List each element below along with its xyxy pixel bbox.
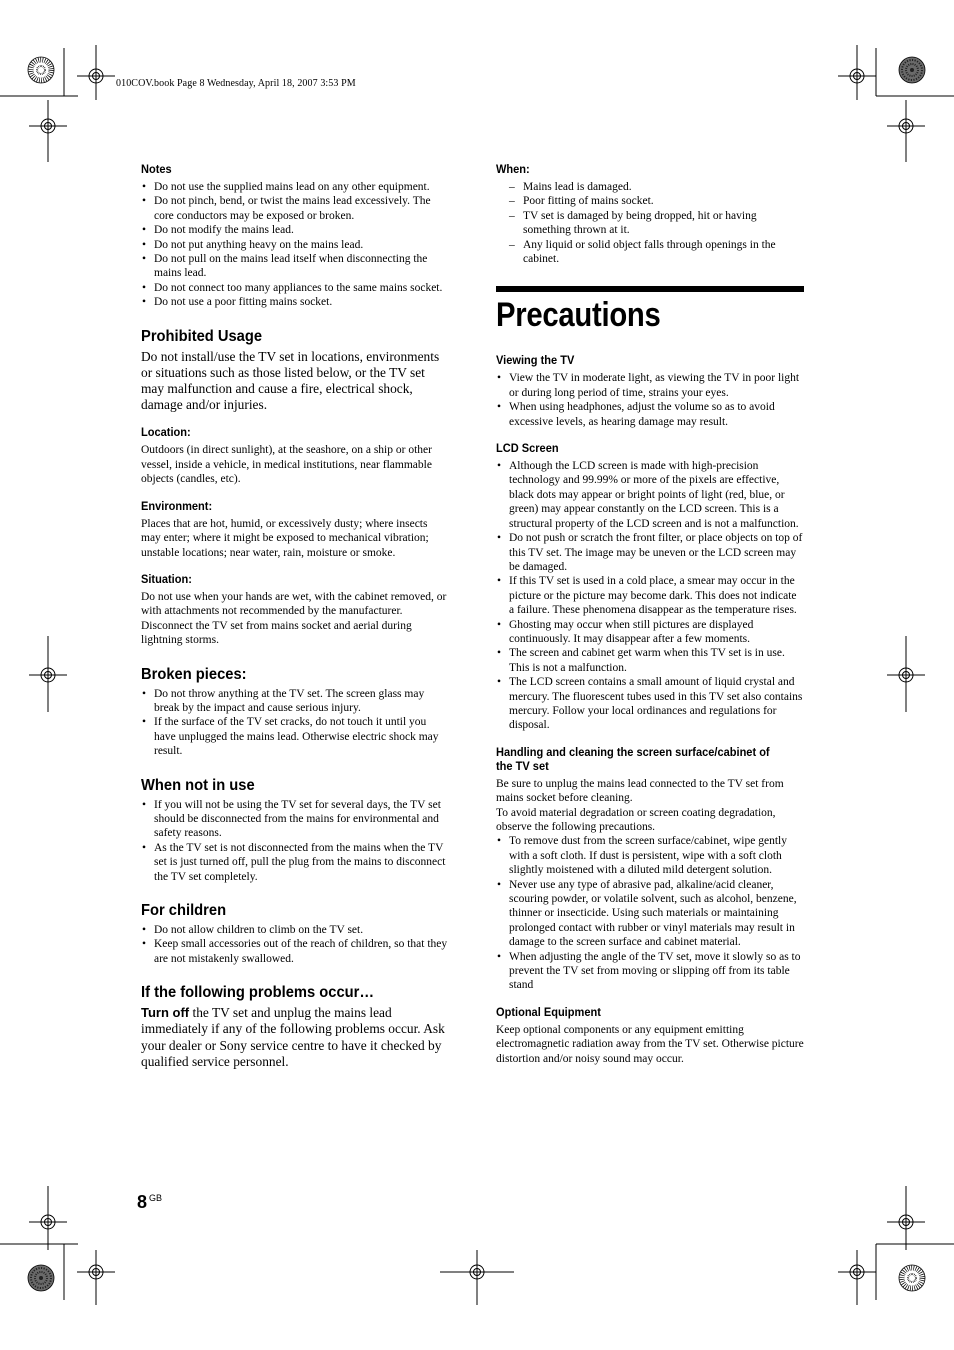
- list-item: • Although the LCD screen is made with high-precision technology and 99.99% or more of the pixels are effective, black dots may appear or bright points of light (red, blue, or green) may appear constantly on the LCD screen. This is a structural property of the LCD screen and is not a malfunction.: [496, 459, 804, 531]
- lcd-screen-heading: LCD Screen: [496, 441, 559, 456]
- list-item: • Do not pull on the mains lead itself when disconnecting the mains lead.: [141, 252, 449, 281]
- for-children-heading: For children: [141, 902, 227, 919]
- lcd-screen-list: [496, 459, 804, 733]
- viewing-list: [496, 371, 804, 429]
- optional-equipment-text: Keep optional components or any equipment emitting electromagnetic radiation away from the TV set. Otherwise picture distortion and/or noisy sound may occur.: [496, 1023, 804, 1065]
- list-item: • Do not use a poor fitting mains socket.: [141, 295, 449, 309]
- optional-equipment-heading: Optional Equipment: [496, 1004, 601, 1019]
- print-header: 010COV.book Page 8 Wednesday, April 18, 2007 3:53 PM: [116, 78, 356, 89]
- broken-pieces-list: [141, 687, 449, 759]
- list-item: • If the surface of the TV set cracks, do not touch it until you have unplugged the mains lead. Otherwise electric shock may result.: [141, 715, 449, 758]
- registration-star-icon: [899, 57, 925, 83]
- list-item: • Do not modify the mains lead.: [141, 223, 449, 237]
- list-item: • Do not pinch, bend, or twist the mains lead excessively. The core conductors may be exposed or broken.: [141, 194, 449, 223]
- list-item: • To remove dust from the screen surface/cabinet, wipe gently with a soft cloth. If dust is persistent, wipe with a soft cloth slightly moistened with a diluted mild detergent solution.: [496, 834, 804, 877]
- registration-star-icon: [28, 57, 54, 83]
- notes-heading: Notes: [141, 162, 172, 176]
- problems-body: the TV set and unplug the mains lead immediately if any of the following problems occur. Ask your dealer or Sony service centre to have it checked by qualified service personnel.: [141, 1005, 445, 1069]
- list-item: • View the TV in moderate light, as viewing the TV in poor light or during long period of time, strains your eyes.: [496, 371, 804, 400]
- list-item: • As the TV set is not disconnected from the mains when the TV set is just turned off, pull the plug from the mains to disconnect the TV set completely.: [141, 841, 449, 884]
- handling-heading: Handling and cleaning the screen surface/cabinet of the TV set: [496, 744, 770, 773]
- page-number-value: 8: [137, 1192, 148, 1212]
- list-item: • Do not push or scratch the front filter, or place objects on top of this TV set. The image may be uneven or the LCD screen may be damaged.: [496, 531, 804, 574]
- list-item: • Do not use the supplied mains lead on any other equipment.: [141, 180, 449, 194]
- prohibited-usage-heading: Prohibited Usage: [141, 327, 263, 345]
- situation-text: Do not use when your hands are wet, with the cabinet removed, or with attachments not recommended by the manufacturer. Disconnect the TV set from mains socket and aerial during lightning storms.: [141, 590, 447, 647]
- list-item: • If this TV set is used in a cold place, a smear may occur in the picture or the picture may become dark. This does not indicate a failure. These phenomena disappear as the temperature rises.: [496, 574, 804, 617]
- environment-heading: Environment:: [141, 498, 213, 513]
- handling-intro-2: To avoid material degradation or screen coating degradation, observe the following precautions.: [496, 806, 776, 833]
- right-column: [496, 162, 804, 1066]
- list-item: • When adjusting the angle of the TV set, move it slowly so as to prevent the TV set from moving or slipping off from its table stand: [496, 950, 804, 993]
- environment-text: Places that are hot, humid, or excessively dusty; where insects may enter; where it might be exposed to mechanical vibration; unstable locations; near water, rain, moisture or smoke.: [141, 517, 429, 559]
- list-item: – Mains lead is damaged.: [496, 180, 804, 194]
- list-item: • Do not put anything heavy on the mains lead.: [141, 238, 449, 252]
- handling-intro-1: Be sure to unplug the mains lead connected to the TV set from mains socket before cleaning.: [496, 777, 784, 805]
- for-children-list: [141, 923, 449, 966]
- notes-list: [141, 180, 449, 310]
- turn-off-label: Turn off: [141, 1005, 190, 1021]
- list-item: – Poor fitting of mains socket.: [496, 194, 804, 208]
- page-title: Precautions: [496, 296, 661, 335]
- when-not-in-use-heading: When not in use: [141, 776, 255, 794]
- situation-heading: Situation:: [141, 571, 192, 586]
- list-item: • The LCD screen contains a small amount of liquid crystal and mercury. The fluorescent tubes used in this TV set also contains mercury. Follow your local ordinances and regulations for disposal.: [496, 675, 804, 733]
- list-item: • Never use any type of abrasive pad, alkaline/acid cleaner, scouring powder, or volatile solvent, such as alcohol, benzene, thinner or insecticide. Using such materials or maintaining prolonged contact with rubber or vinyl materials may result in damage to the screen surface and cabinet material.: [496, 878, 804, 950]
- when-not-in-use-list: [141, 798, 449, 884]
- problems-heading: If the following problems occur…: [141, 984, 375, 1002]
- list-item: • Do not throw anything at the TV set. The screen glass may break by the impact and cause serious injury.: [141, 687, 449, 716]
- viewing-heading: Viewing the TV: [496, 353, 575, 368]
- list-item: – TV set is damaged by being dropped, hit or having something thrown at it.: [496, 209, 804, 238]
- page-number-suffix: GB: [149, 1193, 163, 1203]
- list-item: • The screen and cabinet get warm when this TV set is in use. This is not a malfunction.: [496, 646, 804, 675]
- list-item: • Ghosting may occur when still pictures are displayed continuously. It may disappear after a few moments.: [496, 618, 804, 647]
- broken-pieces-heading: Broken pieces:: [141, 665, 247, 683]
- problems-text: [141, 1005, 449, 1070]
- list-item: – Any liquid or solid object falls through openings in the cabinet.: [496, 238, 804, 267]
- list-item: • When using headphones, adjust the volume so as to avoid excessive levels, as hearing damage may result.: [496, 400, 804, 429]
- registration-star-icon: [899, 1265, 925, 1291]
- page-number: [137, 1192, 162, 1213]
- list-item: • Keep small accessories out of the reach of children, so that they are not mistakenly swallowed.: [141, 937, 449, 966]
- registration-star-icon: [28, 1265, 54, 1291]
- handling-list: [496, 834, 804, 992]
- location-text: Outdoors (in direct sunlight), at the seashore, on a ship or other vessel, inside a vehicle, in medical institutions, near flammable objects (candles, etc).: [141, 444, 432, 486]
- prohibited-usage-intro: Do not install/use the TV set in locations, environments or situations such as those listed below, or the TV set may malfunction and cause a fire, electrical shock, damage and/or injuries.: [141, 348, 440, 413]
- list-item: • Do not allow children to climb on the TV set.: [141, 923, 449, 937]
- list-item: • Do not connect too many appliances to the same mains socket.: [141, 281, 449, 295]
- list-item: • If you will not be using the TV set for several days, the TV set should be disconnected from the mains for environmental and safety reasons.: [141, 798, 449, 841]
- when-list: [496, 180, 804, 266]
- when-heading: When:: [496, 162, 530, 176]
- location-heading: Location:: [141, 425, 191, 440]
- title-rule: [496, 286, 804, 292]
- left-column: [141, 162, 449, 1070]
